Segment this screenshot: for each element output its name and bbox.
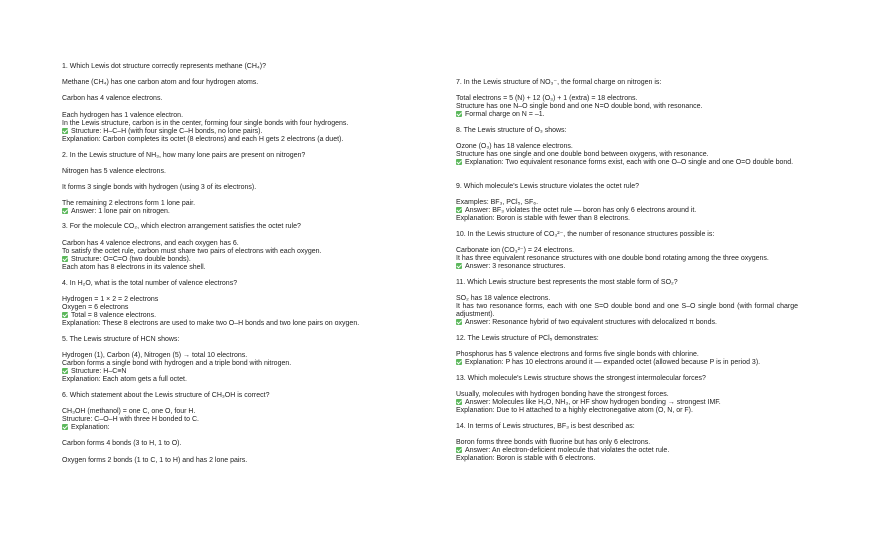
line-text: Carbon has 4 valence electrons. [62,95,163,102]
text-line [456,103,703,111]
line-text: Oxygen = 6 electrons [62,304,129,311]
text-line [62,320,359,328]
text-line [456,391,721,399]
question-heading [456,79,661,87]
answer-paragraph [62,408,199,432]
text-line [62,368,291,376]
answer-paragraph [456,351,760,367]
answer-paragraph [456,439,669,463]
line-text: Structure has one N–O single bond and one N=O double bond, with resonance. [456,103,703,110]
question-heading [456,423,635,431]
text-line [456,311,798,319]
text-line [456,127,567,135]
line-text: Explanation: Carbon completes its octet (8 electrons) and each H gets 2 electrons (a duet). [62,136,344,143]
text-line [62,168,166,176]
text-line [62,128,348,136]
line-text: Hydrogen (1), Carbon (4), Nitrogen (5) → total 10 electrons. [62,352,248,359]
line-text: Carbon forms 4 bonds (3 to H, 1 to O). [62,440,182,447]
checkmark-icon [456,359,462,365]
text-line [62,248,322,256]
text-line [456,263,769,271]
checkmark-icon [456,207,462,213]
line-text: Usually, molecules with hydrogen bonding have the strongest forces. [456,391,669,398]
line-text: Answer: 1 lone pair on nitrogen. [71,208,170,215]
text-line [62,200,195,208]
text-line [456,151,793,159]
answer-paragraph [456,247,769,271]
line-text: Structure: C–O–H with three H bonded to C. [62,416,199,423]
line-text: adjustment). [456,311,495,318]
answer-paragraph [456,95,703,119]
line-text: 2. In the Lewis structure of NH₃, how many lone pairs are present on nitrogen? [62,152,306,159]
line-text: Answer: Resonance hybrid of two equivalent structures with delocalized π bonds. [465,319,717,326]
text-line [456,159,793,167]
line-text: To satisfy the octet rule, carbon must share two pairs of electrons with each oxygen. [62,248,322,255]
text-line [456,279,678,287]
text-line [456,247,769,255]
text-line [62,392,270,400]
text-line [62,184,256,192]
line-text: CH₃OH (methanol) = one C, one O, four H. [62,408,196,415]
text-line [456,207,696,215]
line-text: Explanation: P has 10 electrons around it — expanded octet (allowed because P is in period 3). [465,359,761,366]
text-line [62,440,181,448]
text-line [62,79,258,87]
text-line [456,295,798,303]
checkmark-icon [62,312,68,318]
text-line [456,215,696,223]
answer-paragraph [62,112,348,144]
line-text: 4. In H₂O, what is the total number of valence electrons? [62,280,238,287]
line-text: Ozone (O₃) has 18 valence electrons. [456,143,573,150]
question-heading [62,280,237,288]
line-text: 10. In the Lewis structure of CO₃²⁻, the number of resonance structures possible is: [456,231,715,238]
text-line [456,143,793,151]
question-heading [456,375,706,383]
checkmark-icon [456,319,462,325]
text-line [456,199,696,207]
checkmark-icon [62,424,68,430]
line-text: It has two resonance forms, each with one S=O double bond and one S–O single bond (with formal charge [456,303,798,310]
answer-paragraph [62,184,256,192]
line-text: Answer: An electron-deficient molecule that violates the octet rule. [465,447,670,454]
text-line [456,303,798,311]
checkmark-icon [456,399,462,405]
line-text: 11. Which Lewis structure best represents the most stable form of SO₂? [456,279,678,286]
line-text: Carbon forms a single bond with hydrogen and a triple bond with nitrogen. [62,360,292,367]
line-text: Answer: BF₃ violates the octet rule — boron has only 6 electrons around it. [465,207,697,214]
text-line [456,231,714,239]
text-line [456,79,661,87]
question-heading [62,336,179,344]
text-line [62,152,305,160]
text-line [456,95,703,103]
line-text: It forms 3 single bonds with hydrogen (using 3 of its electrons). [62,184,257,191]
checkmark-icon [456,111,462,117]
text-line [456,375,706,383]
line-text: 6. Which statement about the Lewis structure of CH₃OH is correct? [62,392,270,399]
answer-paragraph [62,200,195,216]
answer-paragraph [62,440,181,448]
checkmark-icon [456,263,462,269]
line-text: Examples: BF₃, PCl₅, SF₆. [456,199,539,206]
line-text: 8. The Lewis structure of O₃ shows: [456,127,567,134]
text-line [62,304,359,312]
line-text: Explanation: Two equivalent resonance forms exist, each with one O–O single and one O=O double bond. [465,159,794,166]
line-text: 3. For the molecule CO₂, which electron arrangement satisfies the octet rule? [62,223,301,230]
line-text: Each hydrogen has 1 valence electron. [62,112,184,119]
question-heading [62,63,266,71]
answer-paragraph [62,79,258,87]
checkmark-icon [456,159,462,165]
text-line [62,360,291,368]
text-line [62,416,199,424]
line-text: 13. Which molecule's Lewis structure shows the strongest intermolecular forces? [456,375,706,382]
line-text: The remaining 2 electrons form 1 lone pair. [62,200,196,207]
line-text: Phosphorus has 5 valence electrons and forms five single bonds with chlorine. [456,351,699,358]
text-line [62,457,247,465]
text-line [456,455,669,463]
checkmark-icon [456,447,462,453]
answer-paragraph [456,199,696,223]
text-line [456,407,721,415]
answer-paragraph [62,168,166,176]
line-text: Structure: H–C–H (with four single C–H bonds, no lone pairs). [71,128,263,135]
text-line [62,264,322,272]
line-text: Methane (CH₄) has one carbon atom and four hydrogen atoms. [62,79,259,86]
text-line [62,424,199,432]
text-line [456,399,721,407]
question-heading [456,231,714,239]
line-text: Explanation: [71,424,110,431]
text-line [456,423,635,431]
question-heading [62,223,301,231]
line-text: Each atom has 8 electrons in its valence shell. [62,264,206,271]
text-line [62,95,162,103]
question-heading [456,183,639,191]
text-line [62,136,348,144]
line-text: Explanation: These 8 electrons are used to make two O–H bonds and two lone pairs on oxygen. [62,320,360,327]
line-text: Nitrogen has 5 valence electrons. [62,168,166,175]
checkmark-icon [62,128,68,134]
answer-paragraph [456,391,721,415]
answer-paragraph [62,240,322,272]
text-line [456,335,599,343]
text-line [456,255,769,263]
line-text: 9. Which molecule's Lewis structure violates the octet rule? [456,183,640,190]
text-line [456,351,760,359]
answer-paragraph [456,143,793,167]
answer-paragraph [62,457,247,465]
text-line [456,439,669,447]
line-text: In the Lewis structure, carbon is in the center, forming four single bonds with four hydrogens. [62,120,349,127]
line-text: Structure: O=C=O (two double bonds). [71,256,191,263]
checkmark-icon [62,208,68,214]
line-text: SO₂ has 18 valence electrons. [456,295,551,302]
text-line [62,256,322,264]
text-line [456,183,639,191]
line-text: 5. The Lewis structure of HCN shows: [62,336,180,343]
line-text: Explanation: Due to H attached to a highly electronegative atom (O, N, or F). [456,407,693,414]
text-line [62,352,291,360]
text-line [62,296,359,304]
line-text: Total = 8 valence electrons. [71,312,157,319]
line-text: 12. The Lewis structure of PCl₅ demonstrates: [456,335,599,342]
text-line [62,112,348,120]
text-line [62,223,301,231]
text-line [456,359,760,367]
question-heading [456,335,599,343]
line-text: Explanation: Each atom gets a full octet. [62,376,187,383]
line-text: Hydrogen = 1 × 2 = 2 electrons [62,296,159,303]
line-text: Oxygen forms 2 bonds (1 to C, 1 to H) and has 2 lone pairs. [62,457,248,464]
line-text: Total electrons = 5 (N) + 12 (O₃) + 1 (extra) = 18 electrons. [456,95,638,102]
text-line [62,336,179,344]
line-text: Formal charge on N = –1. [465,111,545,118]
text-line [62,280,237,288]
checkmark-icon [62,368,68,374]
answer-paragraph [62,95,162,103]
text-line [62,240,322,248]
text-line [62,120,348,128]
checkmark-icon [62,256,68,262]
question-heading [62,392,270,400]
line-text: Boron forms three bonds with fluorine but has only 6 electrons. [456,439,651,446]
line-text: 7. In the Lewis structure of NO₃⁻, the formal charge on nitrogen is: [456,79,662,86]
text-line [62,312,359,320]
line-text: Carbonate ion (CO₃²⁻) = 24 electrons. [456,247,575,254]
line-text: Structure: H–C≡N [71,368,127,375]
line-text: Explanation: Boron is stable with fewer than 8 electrons. [456,215,630,222]
text-line [456,447,669,455]
line-text: Answer: 3 resonance structures. [465,263,566,270]
line-text: Carbon has 4 valence electrons, and each oxygen has 6. [62,240,239,247]
question-heading [456,279,678,287]
text-line [62,376,291,384]
line-text: Answer: Molecules like H₂O, NH₃, or HF show hydrogen bonding → strongest IMF. [465,399,721,406]
text-line [62,63,266,71]
line-text: Explanation: Boron is stable with 6 electrons. [456,455,596,462]
text-line [456,111,703,119]
text-line [456,319,798,327]
line-text: 1. Which Lewis dot structure correctly represents methane (CH₄)? [62,63,266,70]
answer-paragraph [456,295,798,327]
line-text: 14. In terms of Lewis structures, BF₃ is best described as: [456,423,635,430]
line-text: It has three equivalent resonance structures with one double bond rotating among the three oxygens. [456,255,769,262]
text-line [62,408,199,416]
question-heading [456,127,567,135]
answer-paragraph [62,352,291,384]
text-line [62,208,195,216]
line-text: Structure has one single and one double bond between oxygens, with resonance. [456,151,709,158]
answer-paragraph [62,296,359,328]
question-heading [62,152,305,160]
